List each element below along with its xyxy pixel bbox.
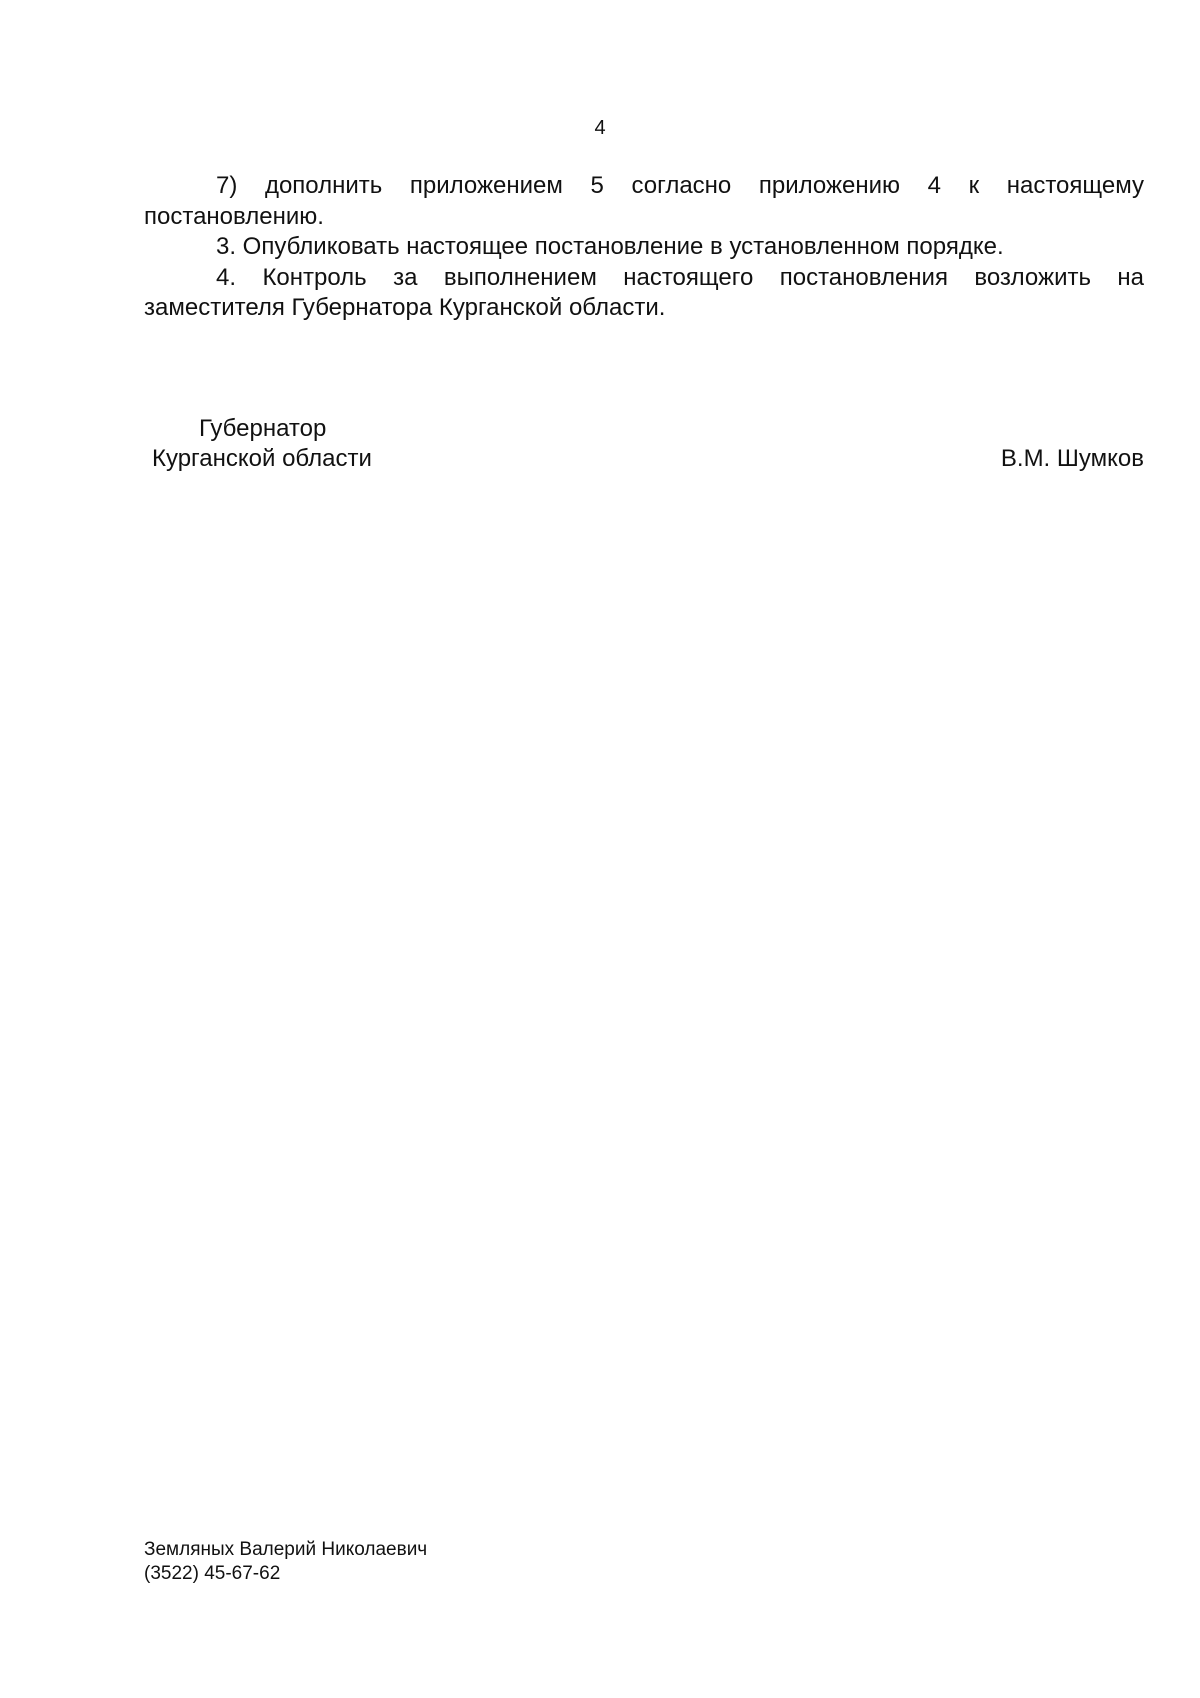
signatory-position-line2: Курганской области [152,445,372,472]
paragraph-4-control: 4. Контроль за выполнением настоящего постановления возложить на заместителя Губернатора Курганской области. [144,263,1144,321]
page-number: 4 [594,117,606,139]
signatory-name: В.М. Шумков [1000,445,1144,472]
signature-block [144,414,1144,478]
executor-phone: (3522) 45-67-62 [144,1563,281,1584]
executor-info [144,1538,427,1586]
executor-name: Земляных Валерий Николаевич [144,1539,428,1560]
paragraph-item-7: 7) дополнить приложением 5 согласно приложению 4 к настоящему постановлению. [144,172,1144,230]
signatory-position-line1: Губернатор [199,415,327,442]
document-body [144,171,1144,324]
paragraph-3-publish: 3. Опубликовать настоящее постановление в установленном порядке. [216,233,1004,260]
